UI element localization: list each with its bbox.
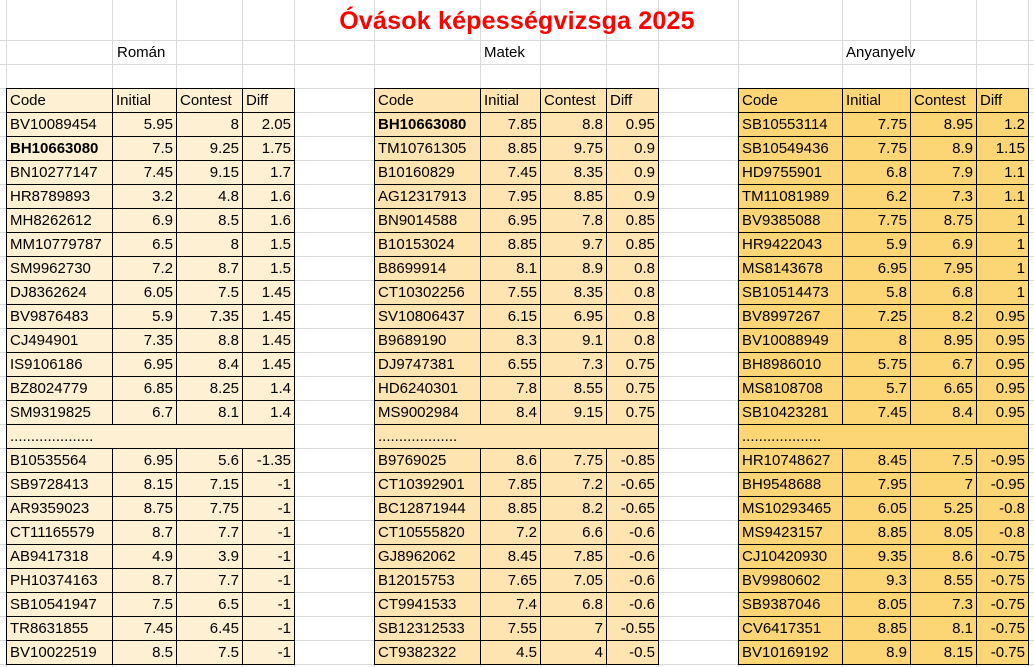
cell-code[interactable]: AB9417318 xyxy=(6,544,113,569)
cell-diff[interactable]: 0.75 xyxy=(606,376,659,401)
header-initial[interactable]: Initial xyxy=(480,88,541,113)
cell-initial[interactable]: 7.75 xyxy=(842,208,911,233)
cell-contest[interactable]: 5.25 xyxy=(910,496,977,521)
cell-initial[interactable]: 4.5 xyxy=(480,640,541,665)
cell-initial[interactable]: 8.85 xyxy=(480,232,541,257)
cell-diff[interactable]: -1 xyxy=(242,544,295,569)
cell-diff[interactable]: 1.4 xyxy=(242,376,295,401)
cell-diff[interactable]: 1.1 xyxy=(976,184,1029,209)
cell-initial[interactable]: 8.7 xyxy=(112,520,177,545)
cell-contest[interactable]: 7.15 xyxy=(176,472,243,497)
cell-initial[interactable]: 9.35 xyxy=(842,544,911,569)
cell-contest[interactable]: 6.7 xyxy=(910,352,977,377)
header-diff[interactable]: Diff xyxy=(976,88,1029,113)
cell-initial[interactable]: 8.85 xyxy=(480,496,541,521)
cell-contest[interactable]: 9.1 xyxy=(540,328,607,353)
cell-code[interactable]: MM10779787 xyxy=(6,232,113,257)
cell-code[interactable]: B9769025 xyxy=(374,448,481,473)
cell-initial[interactable]: 7.45 xyxy=(112,160,177,185)
cell-diff[interactable]: 0.8 xyxy=(606,280,659,305)
cell-initial[interactable]: 7.65 xyxy=(480,568,541,593)
cell-code[interactable]: TM10761305 xyxy=(374,136,481,161)
cell-diff[interactable]: 0.8 xyxy=(606,256,659,281)
cell-contest[interactable]: 8.05 xyxy=(910,520,977,545)
cell-diff[interactable]: 0.8 xyxy=(606,328,659,353)
cell-initial[interactable]: 7.5 xyxy=(112,136,177,161)
cell-initial[interactable]: 7.75 xyxy=(842,136,911,161)
cell-code[interactable]: BN10277147 xyxy=(6,160,113,185)
header-code[interactable]: Code xyxy=(374,88,481,113)
cell-contest[interactable]: 7.3 xyxy=(910,184,977,209)
cell-initial[interactable]: 6.05 xyxy=(112,280,177,305)
cell-code[interactable]: BC12871944 xyxy=(374,496,481,521)
cell-code[interactable]: BV10022519 xyxy=(6,640,113,665)
cell-code[interactable]: AR9359023 xyxy=(6,496,113,521)
cell-code[interactable]: BV10088949 xyxy=(738,328,843,353)
cell-diff[interactable]: 1.45 xyxy=(242,328,295,353)
cell-code[interactable]: BH10663080 xyxy=(6,136,113,161)
cell-contest[interactable]: 8.5 xyxy=(176,208,243,233)
ellipsis-row[interactable]: .................... xyxy=(6,424,295,449)
cell-code[interactable]: IS9106186 xyxy=(6,352,113,377)
cell-contest[interactable]: 8.2 xyxy=(910,304,977,329)
cell-code[interactable]: SM9962730 xyxy=(6,256,113,281)
cell-contest[interactable]: 8.35 xyxy=(540,160,607,185)
cell-initial[interactable]: 5.9 xyxy=(112,304,177,329)
cell-diff[interactable]: 1.4 xyxy=(242,400,295,425)
cell-diff[interactable]: 0.95 xyxy=(976,352,1029,377)
cell-initial[interactable]: 8 xyxy=(842,328,911,353)
cell-contest[interactable]: 7.5 xyxy=(910,448,977,473)
cell-initial[interactable]: 8.45 xyxy=(480,544,541,569)
cell-diff[interactable]: -1 xyxy=(242,568,295,593)
cell-contest[interactable]: 7.75 xyxy=(176,496,243,521)
cell-contest[interactable]: 8.55 xyxy=(540,376,607,401)
cell-diff[interactable]: 1 xyxy=(976,280,1029,305)
cell-code[interactable]: CT10302256 xyxy=(374,280,481,305)
cell-diff[interactable]: 1.6 xyxy=(242,208,295,233)
cell-code[interactable]: BH9548688 xyxy=(738,472,843,497)
cell-code[interactable]: MS8143678 xyxy=(738,256,843,281)
cell-diff[interactable]: -0.75 xyxy=(976,616,1029,641)
cell-code[interactable]: HR10748627 xyxy=(738,448,843,473)
sheet-title: Óvások képességvizsga 2025 xyxy=(339,7,695,35)
cell-contest[interactable]: 6.95 xyxy=(540,304,607,329)
cell-initial[interactable]: 7.95 xyxy=(842,472,911,497)
header-diff[interactable]: Diff xyxy=(242,88,295,113)
cell-diff[interactable]: 0.95 xyxy=(976,376,1029,401)
cell-initial[interactable]: 7.2 xyxy=(480,520,541,545)
cell-initial[interactable]: 5.75 xyxy=(842,352,911,377)
cell-contest[interactable]: 8 xyxy=(176,112,243,137)
cell-code[interactable]: B12015753 xyxy=(374,568,481,593)
cell-initial[interactable]: 6.7 xyxy=(112,400,177,425)
cell-initial[interactable]: 7.5 xyxy=(112,592,177,617)
cell-diff[interactable]: -0.95 xyxy=(976,448,1029,473)
cell-initial[interactable]: 8.4 xyxy=(480,400,541,425)
cell-contest[interactable]: 8.8 xyxy=(540,112,607,137)
cell-code[interactable]: BV10089454 xyxy=(6,112,113,137)
cell-code[interactable]: B10153024 xyxy=(374,232,481,257)
header-initial[interactable]: Initial xyxy=(842,88,911,113)
cell-initial[interactable]: 6.5 xyxy=(112,232,177,257)
cell-initial[interactable]: 6.05 xyxy=(842,496,911,521)
header-contest[interactable]: Contest xyxy=(176,88,243,113)
cell-initial[interactable]: 7.45 xyxy=(842,400,911,425)
cell-initial[interactable]: 7.2 xyxy=(112,256,177,281)
cell-initial[interactable]: 6.95 xyxy=(842,256,911,281)
cell-contest[interactable]: 7.7 xyxy=(176,568,243,593)
cell-contest[interactable]: 8.25 xyxy=(176,376,243,401)
header-contest[interactable]: Contest xyxy=(910,88,977,113)
cell-contest[interactable]: 8.8 xyxy=(176,328,243,353)
cell-code[interactable]: HD9755901 xyxy=(738,160,843,185)
cell-code[interactable]: BH10663080 xyxy=(374,112,481,137)
cell-code[interactable]: MS9423157 xyxy=(738,520,843,545)
cell-diff[interactable]: 0.75 xyxy=(606,352,659,377)
cell-initial[interactable]: 8.85 xyxy=(842,520,911,545)
cell-contest[interactable]: 8.9 xyxy=(910,136,977,161)
cell-diff[interactable]: -1.35 xyxy=(242,448,295,473)
ellipsis-row[interactable]: ................... xyxy=(738,424,1029,449)
cell-diff[interactable]: 1.45 xyxy=(242,280,295,305)
cell-diff[interactable]: -0.65 xyxy=(606,472,659,497)
cell-code[interactable]: SB10423281 xyxy=(738,400,843,425)
cell-code[interactable]: BV8997267 xyxy=(738,304,843,329)
header-code[interactable]: Code xyxy=(738,88,843,113)
cell-initial[interactable]: 7.75 xyxy=(842,112,911,137)
cell-contest[interactable]: 7.7 xyxy=(176,520,243,545)
cell-initial[interactable]: 6.85 xyxy=(112,376,177,401)
cell-contest[interactable]: 4.8 xyxy=(176,184,243,209)
cell-contest[interactable]: 6.45 xyxy=(176,616,243,641)
cell-contest[interactable]: 8.2 xyxy=(540,496,607,521)
cell-code[interactable]: B10160829 xyxy=(374,160,481,185)
subject-label-roman: Román xyxy=(117,44,166,61)
cell-code[interactable]: SM9319825 xyxy=(6,400,113,425)
cell-diff[interactable]: 1.45 xyxy=(242,304,295,329)
cell-diff[interactable]: -0.75 xyxy=(976,640,1029,665)
cell-code[interactable]: DJ8362624 xyxy=(6,280,113,305)
cell-contest[interactable]: 8.75 xyxy=(910,208,977,233)
cell-diff[interactable]: -0.75 xyxy=(976,568,1029,593)
cell-diff[interactable]: -0.85 xyxy=(606,448,659,473)
cell-initial[interactable]: 9.3 xyxy=(842,568,911,593)
cell-contest[interactable]: 8.1 xyxy=(176,400,243,425)
cell-diff[interactable]: 0.85 xyxy=(606,232,659,257)
cell-diff[interactable]: 0.95 xyxy=(976,304,1029,329)
cell-code[interactable]: SB9387046 xyxy=(738,592,843,617)
cell-contest[interactable]: 9.75 xyxy=(540,136,607,161)
cell-code[interactable]: MS8108708 xyxy=(738,376,843,401)
subject-label-matek: Matek xyxy=(484,44,525,61)
cell-initial[interactable]: 5.7 xyxy=(842,376,911,401)
cell-diff[interactable]: -0.75 xyxy=(976,592,1029,617)
cell-contest[interactable]: 7.3 xyxy=(910,592,977,617)
cell-initial[interactable]: 8.7 xyxy=(112,568,177,593)
cell-initial[interactable]: 6.15 xyxy=(480,304,541,329)
cell-contest[interactable]: 8.4 xyxy=(910,400,977,425)
header-initial[interactable]: Initial xyxy=(112,88,177,113)
cell-contest[interactable]: 7.95 xyxy=(910,256,977,281)
header-code[interactable]: Code xyxy=(6,88,113,113)
cell-contest[interactable]: 8.4 xyxy=(176,352,243,377)
cell-diff[interactable]: 1.6 xyxy=(242,184,295,209)
cell-initial[interactable]: 6.9 xyxy=(112,208,177,233)
cell-contest[interactable]: 8 xyxy=(176,232,243,257)
cell-contest[interactable]: 3.9 xyxy=(176,544,243,569)
cell-contest[interactable]: 6.5 xyxy=(176,592,243,617)
cell-code[interactable]: GJ8962062 xyxy=(374,544,481,569)
cell-contest[interactable]: 8.6 xyxy=(910,544,977,569)
cell-code[interactable]: TR8631855 xyxy=(6,616,113,641)
cell-contest[interactable]: 6.8 xyxy=(540,592,607,617)
cell-code[interactable]: HR9422043 xyxy=(738,232,843,257)
cell-contest[interactable]: 9.15 xyxy=(540,400,607,425)
cell-initial[interactable]: 8.85 xyxy=(842,616,911,641)
cell-initial[interactable]: 7.25 xyxy=(842,304,911,329)
cell-contest[interactable]: 7.8 xyxy=(540,208,607,233)
cell-diff[interactable]: -0.5 xyxy=(606,640,659,665)
cell-diff[interactable]: -0.65 xyxy=(606,496,659,521)
cell-diff[interactable]: 0.95 xyxy=(976,400,1029,425)
cell-diff[interactable]: 1 xyxy=(976,232,1029,257)
cell-code[interactable]: AG12317913 xyxy=(374,184,481,209)
cell-diff[interactable]: 1.5 xyxy=(242,256,295,281)
cell-code[interactable]: CV6417351 xyxy=(738,616,843,641)
cell-contest[interactable]: 4 xyxy=(540,640,607,665)
cell-diff[interactable]: 0.85 xyxy=(606,208,659,233)
cell-contest[interactable]: 9.25 xyxy=(176,136,243,161)
cell-contest[interactable]: 5.6 xyxy=(176,448,243,473)
cell-diff[interactable]: -1 xyxy=(242,496,295,521)
cell-code[interactable]: B9689190 xyxy=(374,328,481,353)
cell-initial[interactable]: 6.95 xyxy=(480,208,541,233)
cell-contest[interactable]: 8.15 xyxy=(910,640,977,665)
cell-initial[interactable]: 4.9 xyxy=(112,544,177,569)
cell-code[interactable]: SB10553114 xyxy=(738,112,843,137)
cell-code[interactable]: DJ9747381 xyxy=(374,352,481,377)
cell-contest[interactable]: 8.95 xyxy=(910,328,977,353)
cell-contest[interactable]: 8.35 xyxy=(540,280,607,305)
cell-contest[interactable]: 6.6 xyxy=(540,520,607,545)
cell-code[interactable]: B10535564 xyxy=(6,448,113,473)
cell-diff[interactable]: -0.95 xyxy=(976,472,1029,497)
cell-diff[interactable]: -0.75 xyxy=(976,544,1029,569)
cell-diff[interactable]: 0.95 xyxy=(606,112,659,137)
cell-diff[interactable]: 2.05 xyxy=(242,112,295,137)
cell-initial[interactable]: 3.2 xyxy=(112,184,177,209)
cell-code[interactable]: BV9980602 xyxy=(738,568,843,593)
cell-code[interactable]: CT10555820 xyxy=(374,520,481,545)
cell-initial[interactable]: 7.55 xyxy=(480,616,541,641)
cell-code[interactable]: B8699914 xyxy=(374,256,481,281)
cell-contest[interactable]: 8.95 xyxy=(910,112,977,137)
cell-contest[interactable]: 7.05 xyxy=(540,568,607,593)
cell-code[interactable]: SB10541947 xyxy=(6,592,113,617)
cell-initial[interactable]: 8.45 xyxy=(842,448,911,473)
cell-contest[interactable]: 7.9 xyxy=(910,160,977,185)
cell-diff[interactable]: 1.5 xyxy=(242,232,295,257)
cell-diff[interactable]: 1.2 xyxy=(976,112,1029,137)
cell-contest[interactable]: 7.85 xyxy=(540,544,607,569)
cell-initial[interactable]: 8.9 xyxy=(842,640,911,665)
cell-diff[interactable]: -0.6 xyxy=(606,568,659,593)
cell-diff[interactable]: -0.8 xyxy=(976,520,1029,545)
cell-diff[interactable]: 1.75 xyxy=(242,136,295,161)
cell-code[interactable]: SB9728413 xyxy=(6,472,113,497)
cell-diff[interactable]: 1.45 xyxy=(242,352,295,377)
cell-initial[interactable]: 7.85 xyxy=(480,472,541,497)
cell-contest[interactable]: 7.35 xyxy=(176,304,243,329)
cell-initial[interactable]: 8.5 xyxy=(112,640,177,665)
cell-code[interactable]: SB10549436 xyxy=(738,136,843,161)
cell-initial[interactable]: 8.15 xyxy=(112,472,177,497)
cell-code[interactable]: HR8789893 xyxy=(6,184,113,209)
cell-initial[interactable]: 8.75 xyxy=(112,496,177,521)
cell-initial[interactable]: 6.95 xyxy=(112,352,177,377)
cell-code[interactable]: TM11081989 xyxy=(738,184,843,209)
cell-initial[interactable]: 7.35 xyxy=(112,328,177,353)
cell-contest[interactable]: 8.85 xyxy=(540,184,607,209)
cell-diff[interactable]: -0.6 xyxy=(606,544,659,569)
cell-contest[interactable]: 7.5 xyxy=(176,280,243,305)
cell-contest[interactable]: 9.15 xyxy=(176,160,243,185)
cell-diff[interactable]: 0.95 xyxy=(976,328,1029,353)
ellipsis-row[interactable]: ................... xyxy=(374,424,659,449)
cell-initial[interactable]: 8.85 xyxy=(480,136,541,161)
cell-diff[interactable]: -1 xyxy=(242,472,295,497)
subject-label-anyanyelv: Anyanyelv xyxy=(846,44,916,61)
cell-code[interactable]: BV10169192 xyxy=(738,640,843,665)
cell-diff[interactable]: -1 xyxy=(242,616,295,641)
cell-contest[interactable]: 6.9 xyxy=(910,232,977,257)
cell-contest[interactable]: 6.65 xyxy=(910,376,977,401)
cell-code[interactable]: PH10374163 xyxy=(6,568,113,593)
cell-initial[interactable]: 6.2 xyxy=(842,184,911,209)
cell-diff[interactable]: 0.9 xyxy=(606,160,659,185)
cell-initial[interactable]: 7.45 xyxy=(112,616,177,641)
cell-code[interactable]: CT9941533 xyxy=(374,592,481,617)
cell-contest[interactable]: 8.9 xyxy=(540,256,607,281)
cell-code[interactable]: HD6240301 xyxy=(374,376,481,401)
cell-initial[interactable]: 5.8 xyxy=(842,280,911,305)
cell-initial[interactable]: 7.45 xyxy=(480,160,541,185)
cell-diff[interactable]: 0.9 xyxy=(606,184,659,209)
cell-initial[interactable]: 5.95 xyxy=(112,112,177,137)
cell-diff[interactable]: 1 xyxy=(976,208,1029,233)
cell-initial[interactable]: 7.55 xyxy=(480,280,541,305)
cell-initial[interactable]: 6.8 xyxy=(842,160,911,185)
cell-contest[interactable]: 9.7 xyxy=(540,232,607,257)
cell-code[interactable]: MS9002984 xyxy=(374,400,481,425)
cell-diff[interactable]: -1 xyxy=(242,640,295,665)
cell-diff[interactable]: 0.75 xyxy=(606,400,659,425)
header-contest[interactable]: Contest xyxy=(540,88,607,113)
cell-code[interactable]: BH8986010 xyxy=(738,352,843,377)
cell-contest[interactable]: 7.3 xyxy=(540,352,607,377)
cell-code[interactable]: MS10293465 xyxy=(738,496,843,521)
cell-code[interactable]: SB12312533 xyxy=(374,616,481,641)
cell-contest[interactable]: 7.2 xyxy=(540,472,607,497)
cell-contest[interactable]: 7.5 xyxy=(176,640,243,665)
cell-diff[interactable]: -0.6 xyxy=(606,592,659,617)
cell-diff[interactable]: -1 xyxy=(242,592,295,617)
cell-diff[interactable]: -0.6 xyxy=(606,520,659,545)
cell-initial[interactable]: 8.6 xyxy=(480,448,541,473)
cell-diff[interactable]: -0.8 xyxy=(976,496,1029,521)
cell-code[interactable]: SV10806437 xyxy=(374,304,481,329)
cell-initial[interactable]: 5.9 xyxy=(842,232,911,257)
cell-initial[interactable]: 7.4 xyxy=(480,592,541,617)
cell-initial[interactable]: 7.8 xyxy=(480,376,541,401)
cell-initial[interactable]: 7.85 xyxy=(480,112,541,137)
cell-code[interactable]: CT10392901 xyxy=(374,472,481,497)
cell-diff[interactable]: 1.15 xyxy=(976,136,1029,161)
cell-code[interactable]: BV9876483 xyxy=(6,304,113,329)
cell-code[interactable]: CT9382322 xyxy=(374,640,481,665)
cell-contest[interactable]: 7 xyxy=(540,616,607,641)
cell-contest[interactable]: 8.1 xyxy=(910,616,977,641)
cell-initial[interactable]: 7.95 xyxy=(480,184,541,209)
cell-code[interactable]: BZ8024779 xyxy=(6,376,113,401)
cell-initial[interactable]: 8.3 xyxy=(480,328,541,353)
cell-initial[interactable]: 6.95 xyxy=(112,448,177,473)
cell-diff[interactable]: 1.7 xyxy=(242,160,295,185)
cell-code[interactable]: CJ10420930 xyxy=(738,544,843,569)
header-diff[interactable]: Diff xyxy=(606,88,659,113)
cell-code[interactable]: BV9385088 xyxy=(738,208,843,233)
cell-diff[interactable]: -0.55 xyxy=(606,616,659,641)
cell-diff[interactable]: 0.9 xyxy=(606,136,659,161)
cell-contest[interactable]: 7.75 xyxy=(540,448,607,473)
cell-contest[interactable]: 8.55 xyxy=(910,568,977,593)
cell-code[interactable]: BN9014588 xyxy=(374,208,481,233)
cell-initial[interactable]: 8.05 xyxy=(842,592,911,617)
cell-code[interactable]: SB10514473 xyxy=(738,280,843,305)
cell-contest[interactable]: 8.7 xyxy=(176,256,243,281)
cell-initial[interactable]: 6.55 xyxy=(480,352,541,377)
cell-initial[interactable]: 8.1 xyxy=(480,256,541,281)
cell-code[interactable]: CJ494901 xyxy=(6,328,113,353)
cell-code[interactable]: MH8262612 xyxy=(6,208,113,233)
cell-diff[interactable]: -1 xyxy=(242,520,295,545)
cell-code[interactable]: CT11165579 xyxy=(6,520,113,545)
cell-diff[interactable]: 0.8 xyxy=(606,304,659,329)
cell-contest[interactable]: 7 xyxy=(910,472,977,497)
cell-diff[interactable]: 1 xyxy=(976,256,1029,281)
cell-contest[interactable]: 6.8 xyxy=(910,280,977,305)
cell-diff[interactable]: 1.1 xyxy=(976,160,1029,185)
